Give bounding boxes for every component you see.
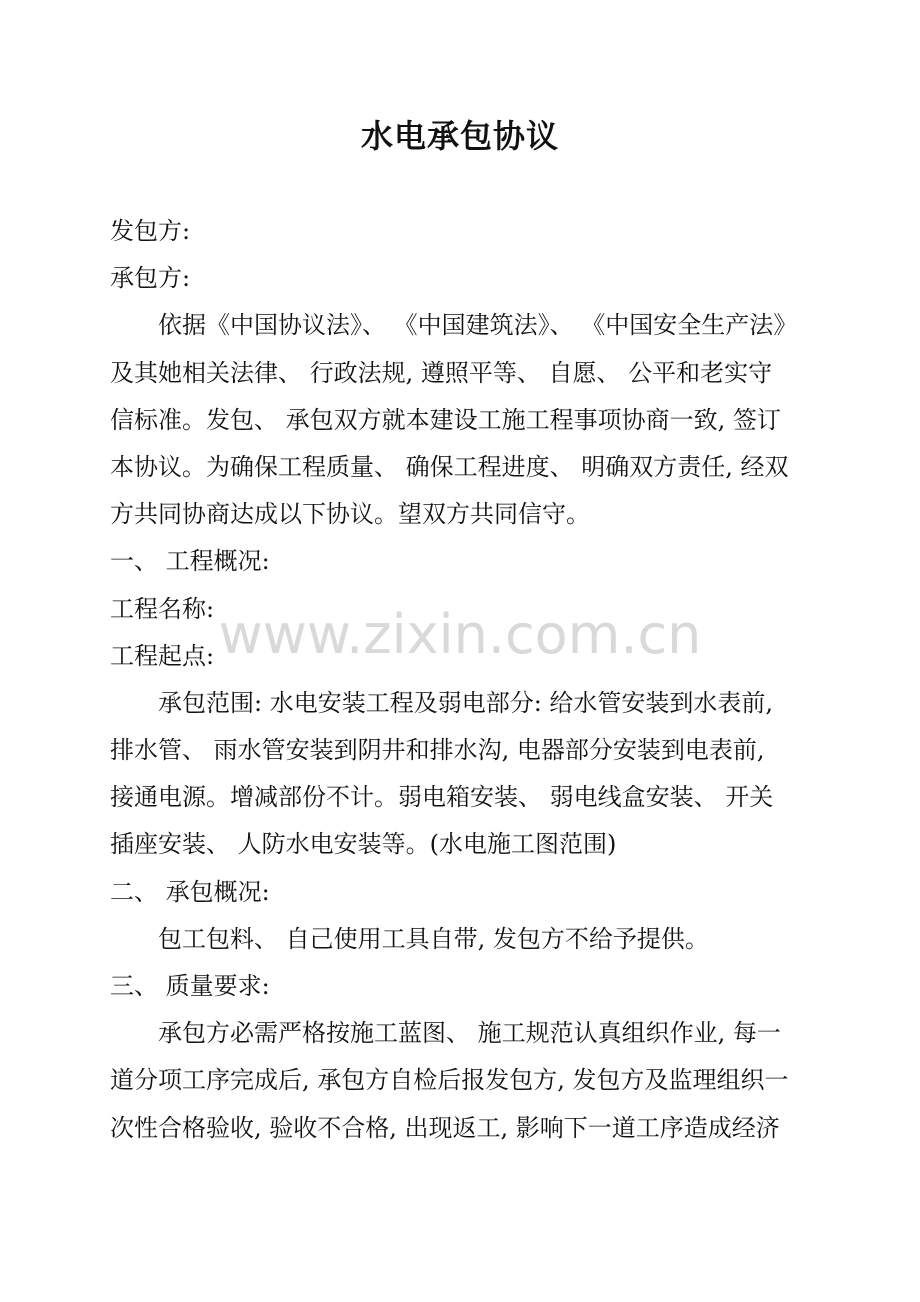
preamble-line: 及其她相关法律、 行政法规, 遵照平等、 自愿、 公平和老实守 — [110, 358, 773, 387]
contract-terms-line: 包工包料、 自己使用工具自带, 发包方不给予提供。 — [158, 924, 709, 953]
party-b-label: 承包方: — [110, 264, 191, 293]
project-start-label: 工程起点: — [110, 641, 215, 670]
preamble-line: 依据《中国协议法》、 《中国建筑法》、 《中国安全生产法》 — [158, 311, 798, 340]
quality-line: 次性合格验收, 验收不合格, 出现返工, 影响下一道工序造成经济 — [110, 1113, 780, 1142]
preamble-line: 本协议。为确保工程质量、 确保工程进度、 明确双方责任, 经双 — [110, 452, 789, 481]
party-a-label: 发包方: — [110, 217, 191, 245]
quality-line: 承包方必需严格按施工蓝图、 施工规范认真组织作业, 每一 — [158, 1019, 781, 1048]
scope-line: 插座安装、 人防水电安装等。(水电施工图范围) — [110, 830, 617, 859]
watermark: www.zixin.com.cn — [218, 603, 702, 666]
quality-line: 道分项工序完成后, 承包方自检后报发包方, 发包方及监理组织一 — [110, 1066, 789, 1095]
scope-line: 承包范围: 水电安装工程及弱电部分: 给水管安装到水表前, — [158, 688, 774, 717]
preamble-line: 信标准。发包、 承包双方就本建设工施工程事项协商一致, 签订 — [110, 405, 781, 434]
project-name-label: 工程名称: — [110, 594, 215, 623]
section-heading-2: 二、 承包概况: — [110, 877, 270, 906]
scope-line: 接通电源。增减部份不计。弱电箱安装、 弱电线盒安装、 开关 — [110, 783, 774, 812]
document-title: 水电承包协议 — [360, 117, 559, 155]
section-heading-1: 一、 工程概况: — [110, 547, 270, 576]
scope-line: 排水管、 雨水管安装到阴井和排水沟, 电器部分安装到电表前, — [110, 736, 765, 765]
preamble-line: 方共同协商达成以下协议。望双方共同信守。 — [110, 500, 590, 529]
section-heading-3: 三、 质量要求: — [110, 972, 270, 1000]
document-body — [110, 208, 822, 1152]
